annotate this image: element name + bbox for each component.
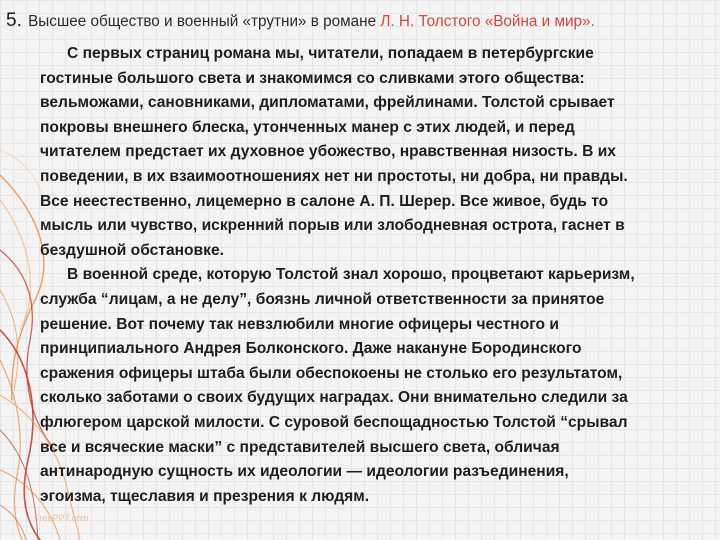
text-line: Все неестественно, лицемерно в салоне А. П. Шерер. Все живое, будь то — [40, 192, 609, 210]
text-line: эгоизма, тщеславия и презрения к людям. — [40, 487, 370, 505]
text-line: мысль или чувство, искренний порыв или злободневная острота, гаснет в — [40, 217, 625, 235]
text-line: флюгером царской милости. С суровой беспощадностью Толстой “срывал — [40, 413, 628, 431]
title-lead: Высшее общество и военный «трутни» в романе — [23, 13, 381, 30]
text-line: В военной среде, которую Толстой знал хорошо, процветают карьеризм, — [67, 266, 635, 284]
text-line: С первых страниц романа мы, читатели, попадаем в петербургские — [67, 45, 594, 62]
text-line: сколько заботами о своих будущих наградах. Они внимательно следили за — [40, 389, 628, 407]
paragraph-2 — [40, 263, 716, 509]
text-line: читателем предстает их духовное убожество, нравственная низость. В их — [40, 143, 616, 161]
slide-title — [6, 10, 720, 33]
footer-watermark: FreePPT.com — [34, 513, 89, 523]
text-line: решение. Вот почему так невзлюбили многие офицеры честного и — [40, 315, 559, 333]
text-line: поведении, в их взаимоотношениях нет ни простоты, ни добра, ни правды. — [40, 167, 628, 185]
paragraph-1 — [40, 42, 716, 263]
text-line: гостиные большого света и знакомимся со сливками этого общества: — [40, 69, 585, 87]
title-number: 5. — [6, 10, 22, 31]
text-line: бездушной обстановке. — [40, 241, 224, 259]
text-line: вельможами, сановниками, дипломатами, фрейлинами. Толстой срывает — [40, 94, 615, 112]
text-line: покровы внешнего блеска, утонченных манер с этих людей, и перед — [40, 118, 575, 136]
text-line: все и всяческие маски” с представителей высшего света, обличая — [40, 438, 560, 456]
text-line: служба “лицам, а не делу”, боязнь личной ответственности за принятое — [40, 290, 605, 308]
text-line: антинародную сущность их идеологии — идеологии разъединения, — [40, 463, 569, 481]
text-line: принципиального Андрея Болконского. Даже накануне Бородинского — [40, 340, 582, 358]
text-line: сражения офицеры штаба были обеспокоены не столько его результатом, — [40, 364, 623, 382]
title-author: Л. Н. Толстого «Война и мир». — [380, 13, 595, 30]
body-text — [40, 42, 716, 509]
